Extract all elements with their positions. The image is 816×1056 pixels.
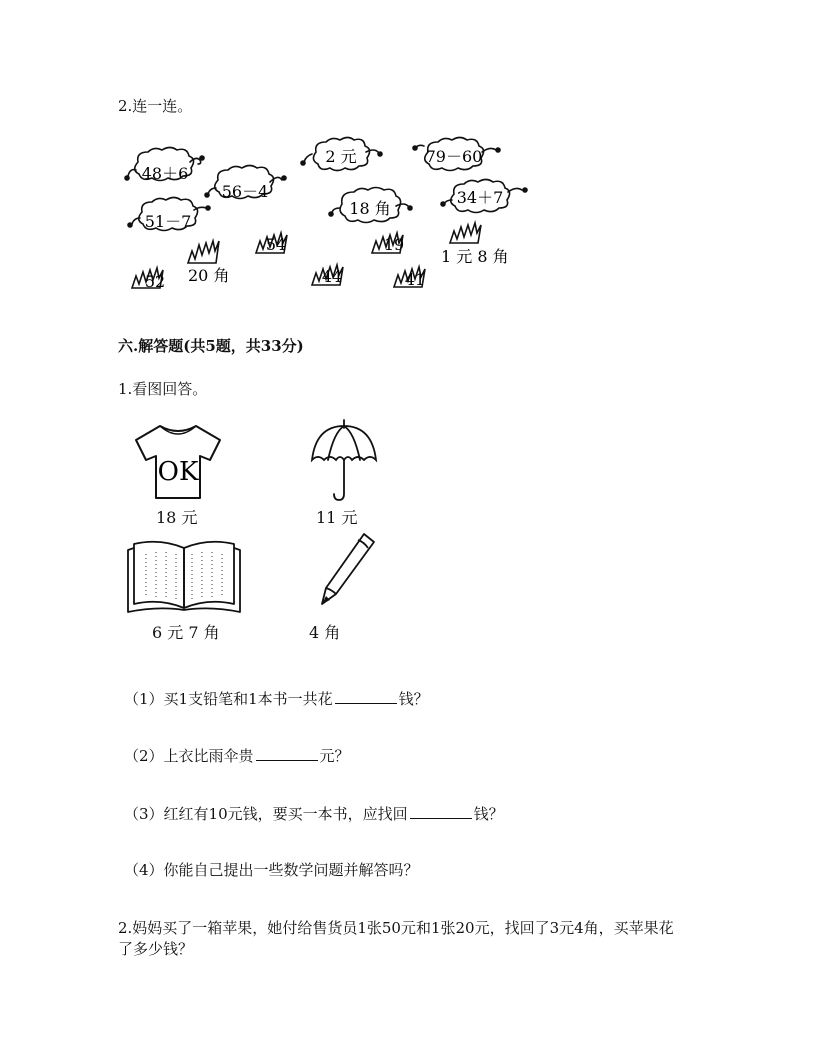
- sub-question-text: （2）上衣比雨伞贵: [124, 747, 254, 765]
- price-label: 4 角: [309, 623, 341, 642]
- sub-question-text: 钱？: [398, 690, 429, 708]
- pencil-icon: [316, 530, 380, 610]
- sub-question-text: 元？: [319, 747, 350, 765]
- question-title: 2.连一连。: [118, 97, 193, 115]
- sub-question-text: （4）你能自己提出一些数学问题并解答吗？: [124, 861, 419, 879]
- question-text: 2.妈妈买了一箱苹果，她付给售货员1张50元和1张20元，找回了3元4角，买苹果花: [118, 919, 674, 937]
- question-title: 1.看图回答。: [118, 380, 208, 398]
- sub-question-text: （3）红红有10元钱，要买一本书，应找回: [124, 805, 408, 823]
- grass-label: 52: [144, 272, 166, 291]
- sub-question-text: （1）买1支铅笔和1本书一共花: [124, 690, 333, 708]
- sub-question-text: 钱？: [473, 805, 504, 823]
- sub-question-3: [124, 803, 504, 824]
- shirt-text: OK: [157, 457, 199, 487]
- price-label: 18 元: [156, 508, 198, 527]
- cloud-label: 79－60: [425, 147, 483, 166]
- cloud-label: 18 角: [349, 199, 391, 218]
- book-icon: [126, 534, 242, 614]
- grass-label: 19: [383, 235, 405, 254]
- answer-blank[interactable]: [410, 803, 472, 819]
- answer-blank[interactable]: [256, 745, 318, 761]
- grass-label: 44: [321, 267, 343, 286]
- cloud-label: 34＋7: [456, 188, 504, 207]
- cloud-label: 51－7: [144, 212, 192, 231]
- cloud-label: 2 元: [325, 147, 357, 166]
- sub-question-1: [124, 688, 429, 709]
- umbrella-icon: [308, 418, 380, 502]
- section-title: 六.解答题(共5题，共33分): [118, 337, 304, 355]
- tshirt-icon: [130, 422, 226, 502]
- cloud-label: 56－4: [221, 182, 269, 201]
- price-label: 1 元 8 角: [441, 247, 509, 266]
- price-label: 11 元: [316, 508, 358, 527]
- cloud-label: 48＋6: [141, 164, 189, 183]
- sub-question-4: [124, 860, 419, 880]
- grass-label: 54: [265, 235, 287, 254]
- question-text: 了多少钱？: [118, 940, 194, 958]
- price-label: 20 角: [188, 266, 230, 285]
- grass-label: 41: [404, 270, 426, 289]
- grass-shape: [132, 223, 481, 288]
- price-label: 6 元 7 角: [152, 623, 220, 642]
- sub-question-2: [124, 745, 350, 766]
- matching-figure: [110, 130, 550, 300]
- answer-blank[interactable]: [335, 688, 397, 704]
